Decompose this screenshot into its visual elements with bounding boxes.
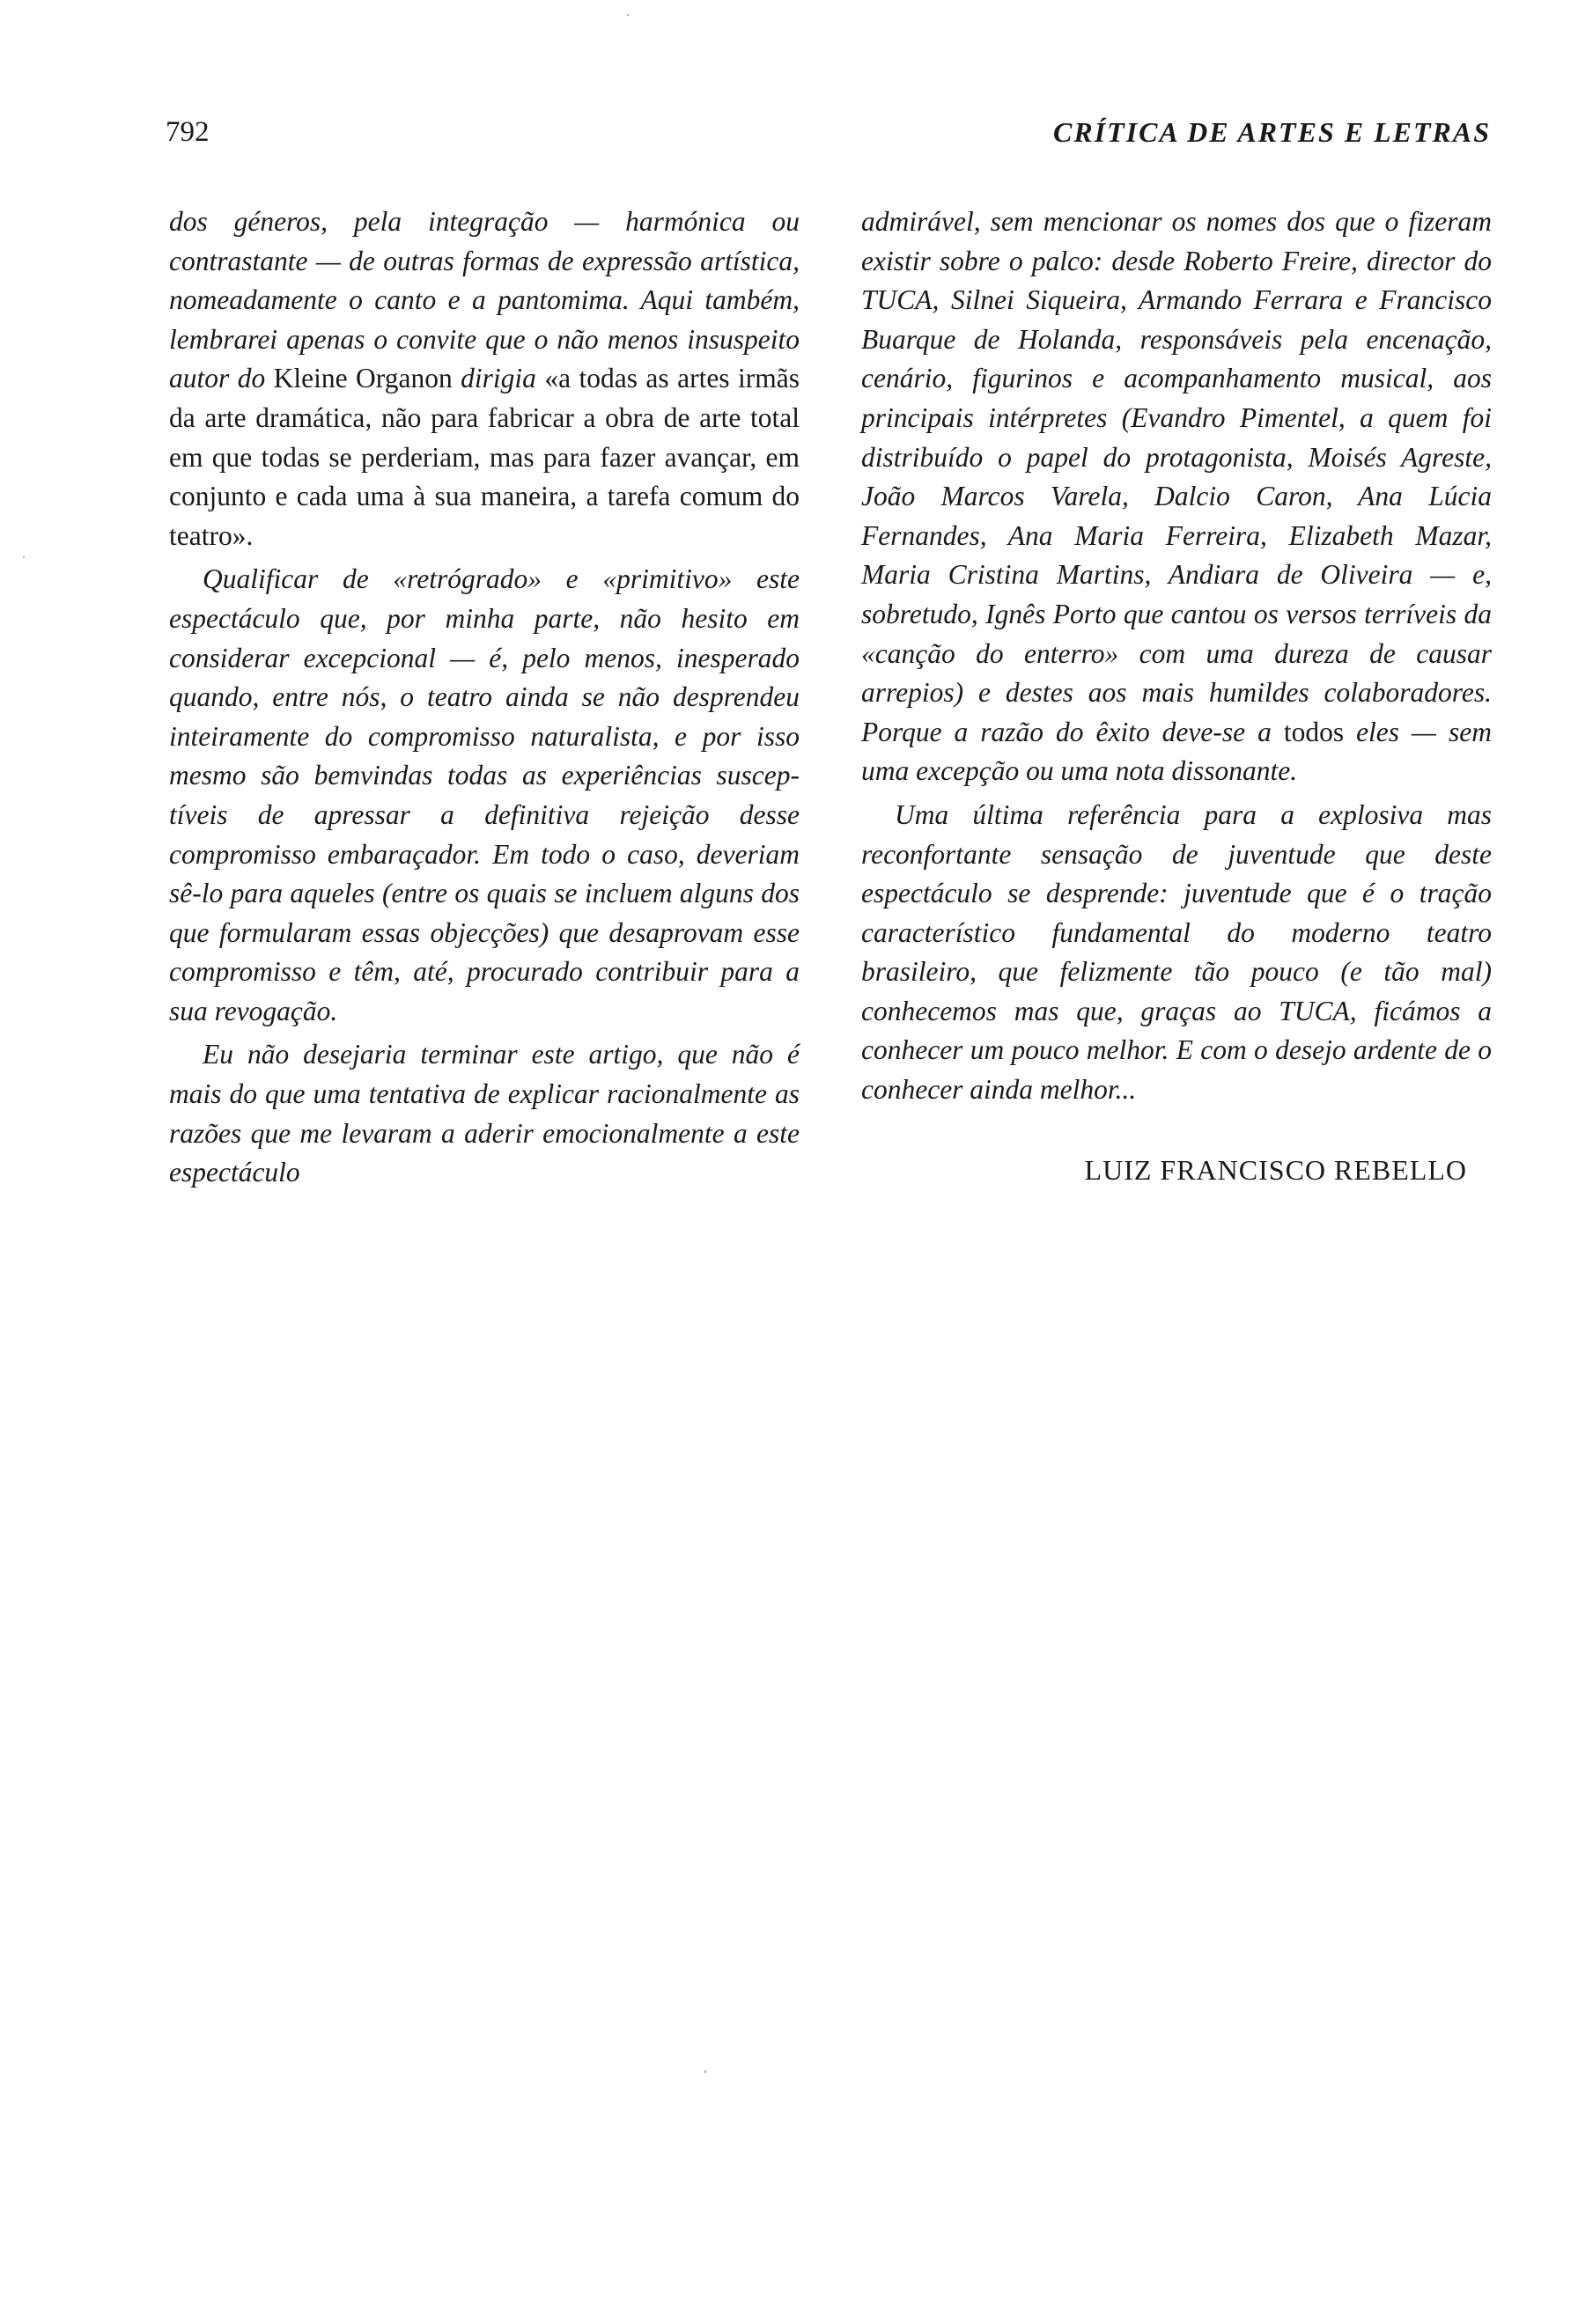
left-paragraph-1 [169, 202, 800, 555]
author-signature: LUIZ FRANCISCO REBELLO [1084, 1153, 1467, 1186]
left-p1-roman-d: «a todas as artes irmãs da arte dramática, não para fabricar a obra de arte total em que todas se perderiam, mas para fazer avançar, em conjunto e cada uma à sua maneira, a tarefa comum do teatro». [169, 363, 800, 551]
left-paragraph-2: Qualificar de «retrógrado» e «primitivo» este espectáculo que, por minha parte, não hesito em considerar excepcional — é, pelo menos, inesperado quando, entre nós, o teatro ainda se não desprendeu inteiramente do compromisso naturalista, e por isso mesmo são bemvindas todas as experiências susceptíveis de apressar a definitiva rejeição desse compromisso embaraçador. Em todo o caso, deveriam sê-lo para aqueles (entre os quais se incluem alguns dos que formularam essas objecções) que desaprovam esse compromisso e têm, até, procurado contribuir para a sua revogação. [169, 563, 800, 1026]
right-column [861, 202, 1492, 1189]
right-p1-italic-a: admirável, sem mencionar os nomes dos que o fizeram existir sobre o palco: desde Roberto Freire, director do TUCA, Silnei Siqueira, Armando Ferrara e Francisco Buarque de Holanda, responsáveis pela encenação, cenário, figurinos e acompanhamento musical, aos principais intérpretes (Evandro Pimentel, a quem foi distribuído o papel do protagonista, Moisés Agreste, João Marcos Varela, Dalcio Caron, Ana Lúcia Fernandes, Ana Maria Ferreira, Elizabeth Mazar, Maria Cristina Martins, Andiara de Oliveira — e, sobretudo, Ignês Porto que cantou os versos terríveis da «canção do enterro» com uma dureza de causar arrepios) e destes aos mais humildes colaboradores. Porque a razão do êxito deve-se a [861, 206, 1492, 747]
left-p1-italic-a: dos géneros, pela integração — harmónica ou contrastante — de outras formas de expressão artística, nomeadamente o canto e a pantomima. Aqui também, lembrarei apenas o convite que o não menos insuspeito autor do [169, 206, 800, 394]
scan-speck [23, 556, 25, 558]
right-paragraph-2: Uma última referência para a explosiva mas reconfortante sensação de juventude que deste espectáculo se desprende: juventude que é o tração característico fundamental do moderno teatro brasileiro, que felizmente tão pouco (e tão mal) conhecemos mas que, graças ao TUCA, ficámos a conhecer um pouco melhor. E com o desejo ardente de o conhecer ainda melhor... [861, 798, 1492, 1106]
page-number: 792 [166, 116, 210, 148]
left-p1-italic-c: dirigia [461, 363, 536, 394]
left-p1-roman-b: Kleine Organon [265, 363, 461, 394]
page-header [166, 113, 1491, 151]
running-head: CRÍTICA DE ARTES E LETRAS [1053, 116, 1491, 148]
right-paragraph-1 [861, 202, 1492, 791]
scan-speck [627, 14, 629, 16]
right-p1-italic-c: eles — sem uma excepção ou uma nota dissonante. [861, 716, 1492, 787]
right-p1-roman-b: todos [1271, 716, 1357, 747]
left-column [169, 202, 800, 1193]
scan-speck [704, 2070, 706, 2073]
left-paragraph-3: Eu não desejaria terminar este artigo, que não é mais do que uma tentativa de explicar racionalmente as razões que me levaram a aderir emocionalmente a este espectáculo [169, 1039, 800, 1188]
